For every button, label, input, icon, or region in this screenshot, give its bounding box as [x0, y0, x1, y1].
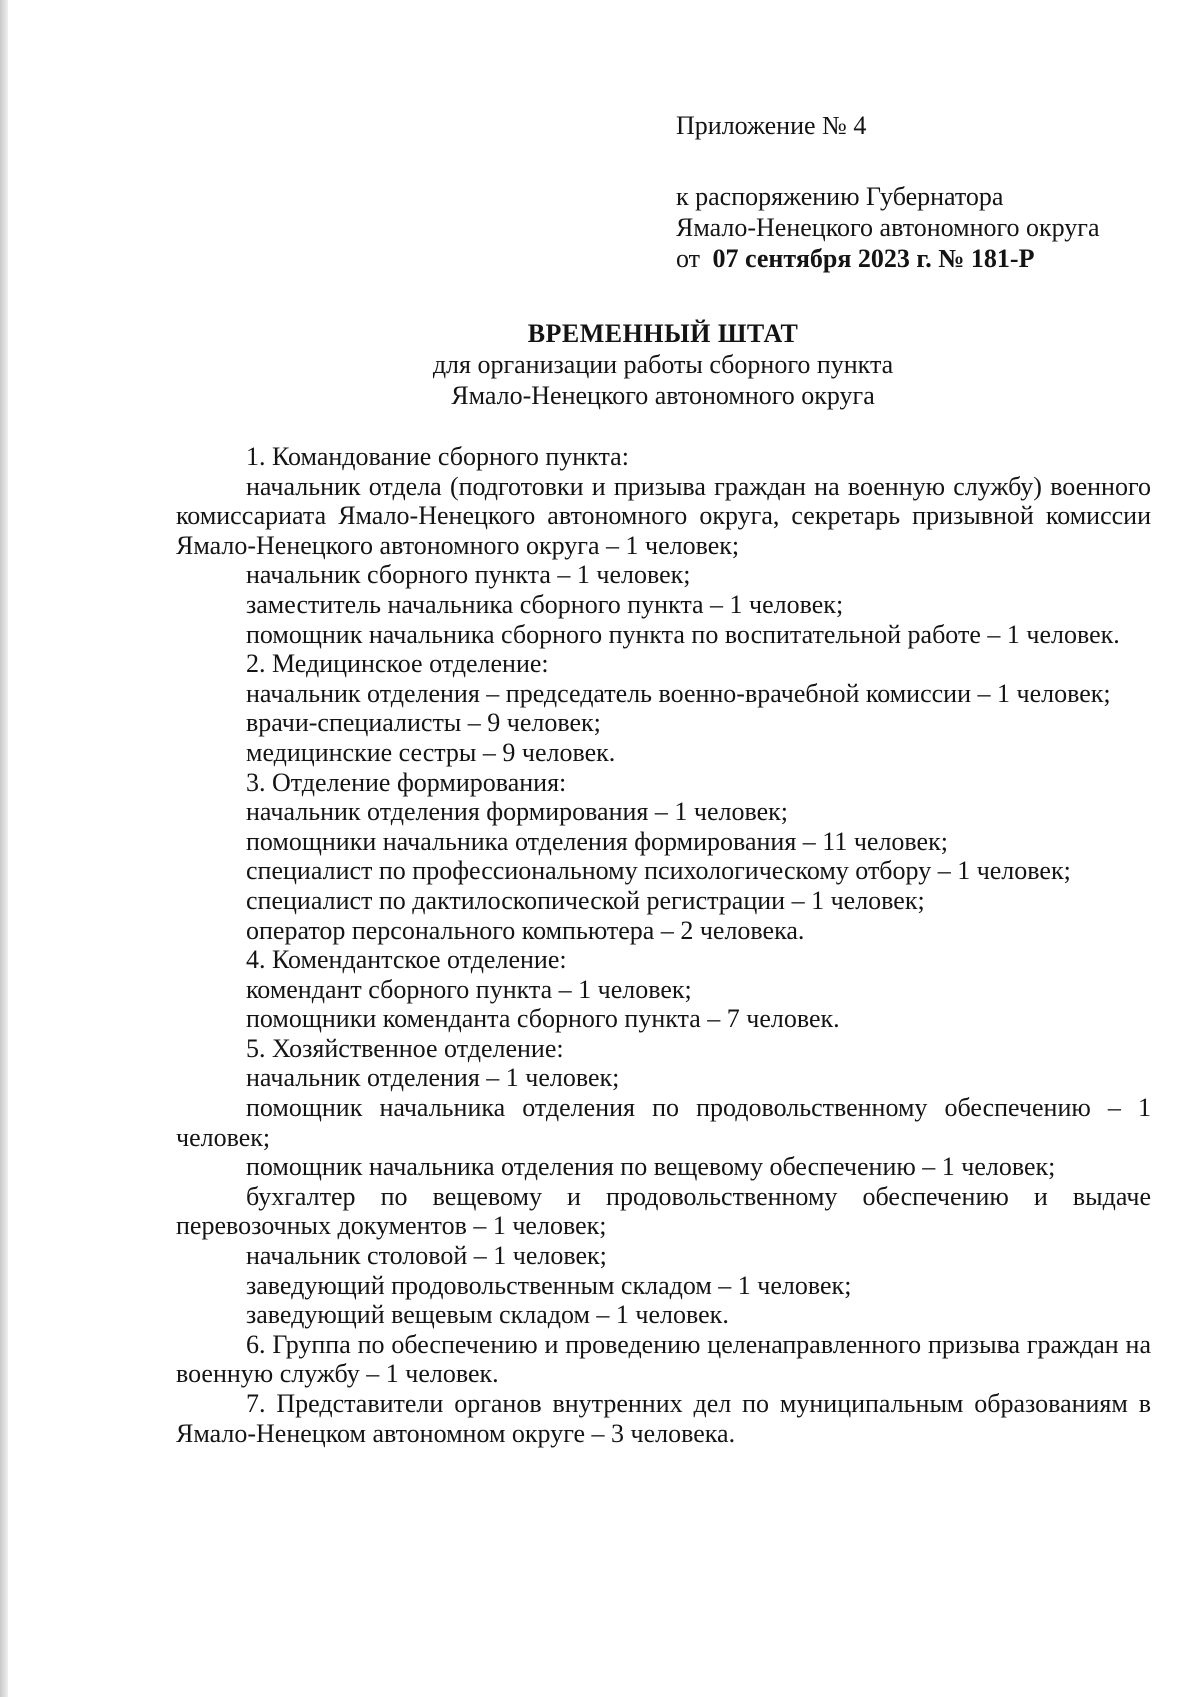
document-body: [176, 442, 1151, 1448]
staff-item: заведующий продовольственным складом – 1 человек;: [246, 1270, 852, 1300]
staff-item: начальник отделения формирования – 1 человек;: [246, 797, 788, 827]
section-2-heading: 2. Медицинское отделение:: [246, 649, 549, 679]
staff-item: врачи-специалисты – 9 человек;: [246, 708, 601, 738]
document-heading: [176, 318, 1150, 411]
document-subtitle-line-2: Ямало-Ненецкого автономного округа: [451, 381, 875, 410]
attachment-region-line: Ямало-Ненецкого автономного округа: [676, 213, 1100, 242]
scan-edge-strip: [0, 0, 8, 1697]
staff-item: помощники коменданта сборного пункта – 7 человек.: [246, 1004, 840, 1034]
section-3-heading: 3. Отделение формирования:: [246, 767, 567, 797]
staff-item: помощник начальника отделения по вещевому обеспечению – 1 человек;: [246, 1152, 1056, 1182]
attachment-date-value: 07 сентября 2023 г. № 181-Р: [712, 244, 1035, 273]
staff-item: помощник начальника отделения по продовольственному обеспечению – 1 человек;: [176, 1093, 1151, 1152]
staff-item: начальник столовой – 1 человек;: [246, 1241, 607, 1271]
attachment-title: Приложение № 4: [676, 111, 867, 140]
staff-item: бухгалтер по вещевому и продовольственному обеспечению и выдаче перевозочных документов – 1 человек;: [176, 1181, 1151, 1241]
attachment-date-prefix: от: [676, 244, 701, 273]
staff-item: начальник отделения – председатель военно-врачебной комиссии – 1 человек;: [246, 678, 1111, 708]
staff-item: начальник отдела (подготовки и призыва граждан на военную службу) военного комиссариата Ямало-Ненецкого автономного округа, секретарь призывной комиссии Ямало-Ненецкого автономного округа – 1 человек;: [176, 471, 1151, 560]
staff-item: начальник сборного пункта – 1 человек;: [246, 560, 691, 590]
document-title: ВРЕМЕННЫЙ ШТАТ: [527, 319, 799, 348]
section-1-heading: 1. Командование сборного пункта:: [246, 442, 629, 471]
section-4-heading: 4. Комендантское отделение:: [246, 945, 567, 975]
attachment-block: [676, 110, 1176, 274]
staff-item: комендант сборного пункта – 1 человек;: [246, 974, 692, 1004]
staff-item: специалист по дактилоскопической регистрации – 1 человек;: [246, 885, 925, 915]
staff-item: заведующий вещевым складом – 1 человек.: [246, 1300, 729, 1330]
staff-item: заместитель начальника сборного пункта – 1 человек;: [246, 589, 844, 619]
attachment-date-line: [676, 243, 1176, 274]
section-5-heading: 5. Хозяйственное отделение:: [246, 1033, 564, 1063]
staff-item: помощники начальника отделения формирования – 11 человек;: [246, 826, 948, 856]
staff-item: помощник начальника сборного пункта по воспитательной работе – 1 человек.: [246, 619, 1120, 649]
staff-item: медицинские сестры – 9 человек.: [246, 737, 616, 767]
attachment-order-line: к распоряжению Губернатора: [676, 182, 1004, 211]
document-subtitle-line-1: для организации работы сборного пункта: [432, 350, 894, 379]
staff-item: специалист по профессиональному психологическому отбору – 1 человек;: [246, 856, 1071, 886]
section-6-item: 6. Группа по обеспечению и проведению целенаправленного призыва граждан на военную службу – 1 человек.: [176, 1329, 1151, 1389]
staff-item: оператор персонального компьютера – 2 человека.: [246, 915, 805, 945]
staff-item: начальник отделения – 1 человек;: [246, 1063, 620, 1093]
section-7-item: 7. Представители органов внутренних дел по муниципальным образованиям в Ямало-Ненецком автономном округе – 3 человека.: [176, 1389, 1151, 1448]
